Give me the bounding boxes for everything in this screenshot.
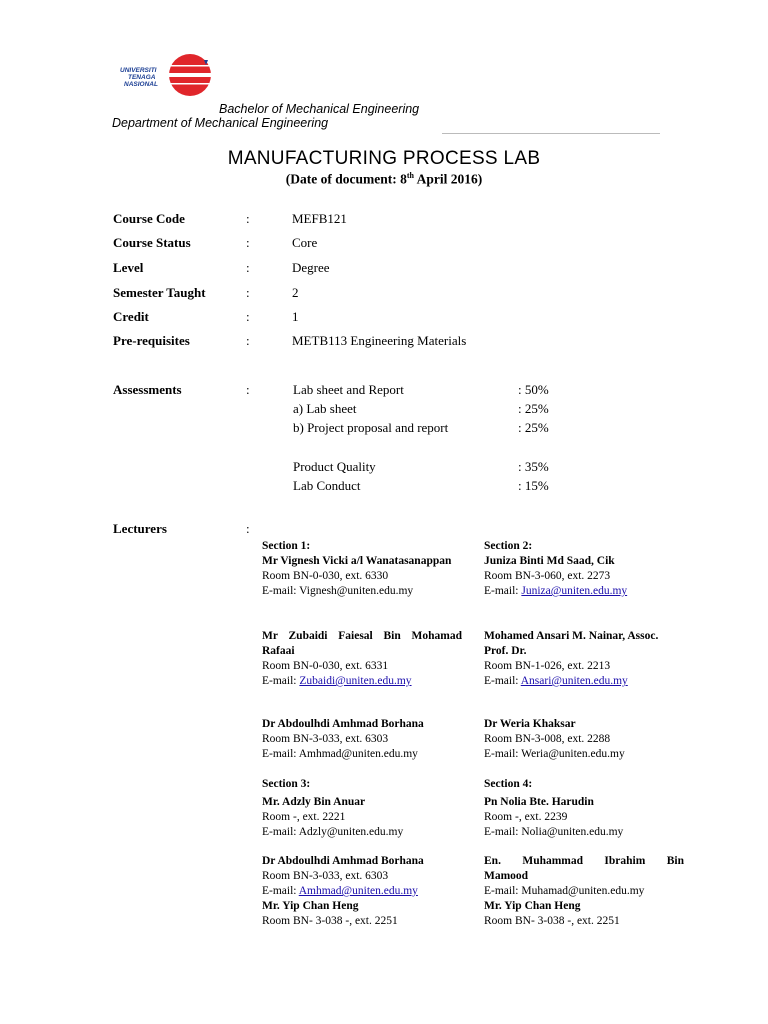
field-label: Course Status (113, 235, 191, 250)
lecturer-name: Pn Nolia Bte. Harudin (484, 796, 594, 808)
semester-row: Semester Taught : 2 (113, 285, 299, 300)
email-link[interactable]: Vignesh@uniten.edu.my (299, 585, 414, 597)
university-logo (118, 52, 214, 98)
section-heading: Section 3: (262, 778, 311, 790)
lecturer-room: Room BN-3-033, ext. 6303 (262, 733, 389, 745)
lecturer-name: Mr. Yip Chan Heng (262, 900, 359, 912)
department-name: Department of Mechanical Engineering (112, 116, 329, 130)
lecturer-room: Room BN- 3-038 -, ext. 2251 (484, 915, 620, 927)
document-title: MANUFACTURING PROCESS LAB (227, 148, 541, 169)
lecturer-room: Room BN-0-030, ext. 6331 (262, 660, 389, 672)
email-link[interactable]: Adzly@uniten.edu.my (298, 826, 404, 838)
lecturer-email: E-mail: Zubaidi@uniten.edu.my (262, 675, 412, 687)
lecturer-entry (262, 629, 462, 689)
svg-text:NASIONAL: NASIONAL (124, 81, 158, 88)
lecturer-name: Mr. Adzly Bin Anuar (262, 796, 366, 808)
lecturer-entry (484, 777, 684, 840)
lecturer-email: E-mail: Adzly@uniten.edu.my (262, 826, 404, 838)
assessment-item: Lab sheet and Report : 50% (293, 382, 549, 397)
lecturer-name: Dr Abdoulhdi Amhmad Borhana (262, 718, 424, 730)
lecturer-entry (484, 717, 684, 762)
course-code-row: Course Code : MEFB121 (113, 211, 347, 226)
field-value: 1 (292, 309, 299, 324)
lecturer-name: Mr Zubaidi Faiesal Bin Mohamad Rafaai (262, 630, 462, 657)
field-value: MEFB121 (292, 211, 347, 226)
field-label: Semester Taught (113, 285, 206, 300)
email-link[interactable]: Juniza@uniten.edu.my (521, 585, 628, 597)
document-date: (Date of document: 8th April 2016) (285, 171, 483, 187)
lecturer-email: E-mail: Nolia@uniten.edu.my (484, 826, 624, 838)
lecturer-entry (484, 854, 684, 929)
email-link[interactable]: Muhamad@uniten.edu.my (521, 885, 645, 897)
lecturer-entry (262, 854, 462, 929)
section-heading: Section 1: (262, 540, 311, 552)
lecturer-email: E-mail: Amhmad@uniten.edu.my (262, 748, 418, 760)
assessment-item: Product Quality : 35% (293, 459, 549, 474)
lecturer-room: Room BN-3-060, ext. 2273 (484, 570, 611, 582)
lecturer-entry (484, 539, 684, 599)
section-heading: Section 4: (484, 778, 533, 790)
lecturer-name: Dr Weria Khaksar (484, 718, 576, 730)
email-link[interactable]: Amhmad@uniten.edu.my (298, 748, 418, 760)
email-link[interactable]: Weria@uniten.edu.my (521, 748, 625, 760)
lecturer-email: E-mail: Ansari@uniten.edu.my (484, 675, 628, 687)
assessment-item: b) Project proposal and report : 25% (293, 420, 549, 435)
lecturer-name: Juniza Binti Md Saad, Cik (484, 555, 615, 567)
email-link[interactable]: Nolia@uniten.edu.my (521, 826, 624, 838)
email-link[interactable]: Zubaidi@uniten.edu.my (299, 675, 412, 687)
lecturer-room: Room -, ext. 2221 (262, 811, 346, 823)
field-label: Lecturers (113, 521, 167, 536)
svg-text:TENAGA: TENAGA (128, 74, 156, 81)
lecturer-email: E-mail: Amhmad@uniten.edu.my (262, 885, 418, 897)
lecturer-name: Dr Abdoulhdi Amhmad Borhana (262, 855, 424, 867)
section-heading: Section 2: (484, 540, 533, 552)
level-row: Level : Degree (113, 260, 330, 275)
field-value: 2 (292, 285, 299, 300)
lecturer-name: En. Muhammad Ibrahim Bin Mamood (484, 855, 684, 882)
course-status-row: Course Status : Core (113, 235, 318, 250)
lecturer-room: Room BN-0-030, ext. 6330 (262, 570, 389, 582)
assessment-item: Lab Conduct : 15% (293, 478, 549, 493)
field-value: Degree (292, 260, 330, 275)
field-value: METB113 Engineering Materials (292, 333, 467, 348)
assessments-row: Assessments : (113, 382, 250, 397)
lecturer-entry (262, 539, 462, 599)
field-label: Pre-requisites (113, 333, 190, 348)
lecturer-email: E-mail: Muhamad@uniten.edu.my (484, 885, 645, 897)
lecturer-room: Room BN-3-008, ext. 2288 (484, 733, 611, 745)
lecturer-room: Room BN-3-033, ext. 6303 (262, 870, 389, 882)
lecturer-entry (262, 777, 462, 840)
lecturer-name: Mohamed Ansari M. Nainar, Assoc. Prof. Dr. (484, 630, 659, 657)
email-link[interactable]: Ansari@uniten.edu.my (520, 675, 628, 687)
lecturers-row: Lecturers : (113, 521, 250, 536)
field-label: Assessments (113, 382, 182, 397)
lecturer-room: Room -, ext. 2239 (484, 811, 568, 823)
header-divider (442, 133, 660, 134)
svg-text:UNIVERSITI: UNIVERSITI (120, 67, 157, 74)
lecturer-entry (262, 717, 462, 762)
prerequisites-row: Pre-requisites : METB113 Engineering Materials (113, 333, 467, 348)
department-header (112, 102, 419, 130)
field-value: Core (292, 235, 318, 250)
field-label: Credit (113, 309, 149, 324)
assessment-item: a) Lab sheet : 25% (293, 401, 549, 416)
lecturer-email: E-mail: Juniza@uniten.edu.my (484, 585, 628, 597)
email-link[interactable]: Amhmad@uniten.edu.my (298, 885, 418, 897)
lecturer-name: Mr Vignesh Vicki a/l Wanatasanappan (262, 555, 452, 567)
lecturer-entry (484, 629, 684, 689)
lecturer-email: E-mail: Weria@uniten.edu.my (484, 748, 625, 760)
field-label: Level (113, 260, 144, 275)
field-label: Course Code (113, 211, 185, 226)
lecturer-name: Mr. Yip Chan Heng (484, 900, 581, 912)
programme-name: Bachelor of Mechanical Engineering (219, 102, 420, 116)
lecturer-room: Room BN-1-026, ext. 2213 (484, 660, 611, 672)
lecturer-room: Room BN- 3-038 -, ext. 2251 (262, 915, 398, 927)
lecturer-email: E-mail: Vignesh@uniten.edu.my (262, 585, 414, 597)
credit-row: Credit : 1 (113, 309, 299, 324)
